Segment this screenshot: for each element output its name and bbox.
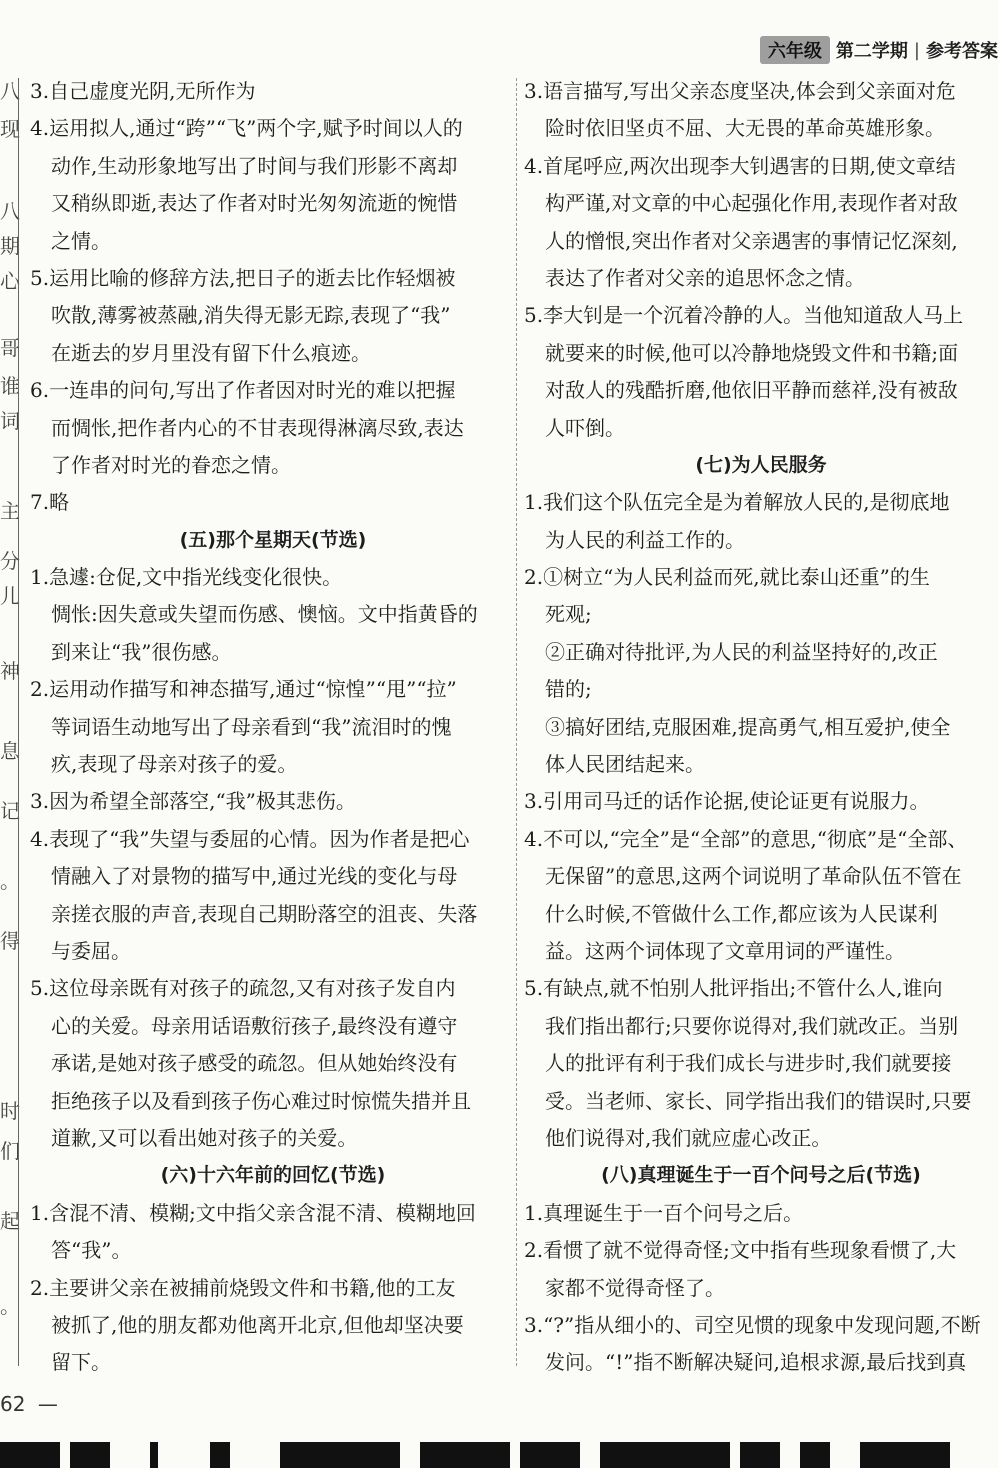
margin-fragment: 八 bbox=[0, 79, 20, 103]
page-header bbox=[760, 36, 998, 64]
answer-line: 7.略 bbox=[30, 490, 70, 515]
answer-line: 5.有缺点,就不怕别人批评指出;不管什么人,谁向 bbox=[524, 976, 943, 1001]
answer-line: 发问。“!”指不断解决疑问,追根求源,最后找到真 bbox=[545, 1350, 967, 1375]
bleed-mark bbox=[860, 1442, 950, 1468]
margin-fragment: 现 bbox=[0, 117, 20, 141]
answer-line: 3.因为希望全部落空,“我”极其悲伤。 bbox=[30, 789, 356, 814]
answer-line: 道歉,又可以看出她对孩子的关爱。 bbox=[51, 1125, 358, 1150]
answer-line: 情融入了对景物的描写中,通过光线的变化与母 bbox=[51, 864, 458, 889]
section-label: 参考答案 bbox=[926, 41, 998, 62]
answer-line: 3.语言描写,写出父亲态度坚决,体会到父亲面对危 bbox=[524, 79, 956, 103]
bleed-mark bbox=[740, 1442, 780, 1468]
answer-line: 家都不觉得奇怪了。 bbox=[545, 1275, 725, 1300]
bleed-mark bbox=[70, 1442, 110, 1468]
answer-line: 死观; bbox=[545, 602, 592, 627]
answer-line: 承诺,是她对孩子感受的疏忽。但从她始终没有 bbox=[51, 1051, 458, 1076]
answer-line: 5.这位母亲既有对孩子的疏忽,又有对孩子发自内 bbox=[30, 976, 456, 1001]
answer-line: 错的; bbox=[545, 677, 592, 702]
answer-line: 受。当老师、家长、同学指出我们的错误时,只要 bbox=[545, 1088, 972, 1113]
answer-line: 1.含混不清、模糊;文中指父亲含混不清、模糊地回 bbox=[30, 1200, 476, 1225]
bleed-mark bbox=[800, 1442, 830, 1468]
margin-fragment: 神 bbox=[0, 659, 20, 683]
answer-line: 1.我们这个队伍完全是为着解放人民的,是彻底地 bbox=[524, 490, 950, 515]
answer-line: 构严谨,对文章的中心起强化作用,表现作者对敌 bbox=[545, 191, 958, 216]
grade-badge: 六年级 bbox=[760, 36, 830, 64]
answer-line: 表达了作者对父亲的追思怀念之情。 bbox=[545, 265, 865, 290]
answer-line: 2.运用动作描写和神态描写,通过“惊惶”“甩”“拉” bbox=[30, 677, 457, 702]
bleed-mark bbox=[520, 1442, 580, 1468]
margin-fragment: 们 bbox=[0, 1139, 20, 1163]
answer-line: 亲搓衣服的声音,表现自己期盼落空的沮丧、失落 bbox=[51, 901, 478, 926]
margin-fragment: 心 bbox=[0, 269, 20, 293]
answer-line: 动作,生动形象地写出了时间与我们形影不离却 bbox=[51, 153, 458, 178]
answer-line: 之情。 bbox=[51, 228, 111, 253]
answer-line: 什么时候,不管做什么工作,都应该为人民谋利 bbox=[545, 901, 938, 926]
answer-line: 2.①树立“为人民利益而死,就比泰山还重”的生 bbox=[524, 565, 930, 590]
term-label: 第二学期 bbox=[835, 41, 908, 62]
bleed-mark bbox=[280, 1442, 400, 1468]
answer-line: 人的批评有利于我们成长与进步时,我们就要接 bbox=[545, 1051, 952, 1076]
scan-bleed-strip bbox=[0, 1442, 998, 1468]
margin-fragment: 词 bbox=[0, 409, 20, 433]
answer-line: 就要来的时候,他可以冷静地烧毁文件和书籍;面 bbox=[545, 340, 959, 365]
footer-dash: — bbox=[37, 1392, 58, 1416]
answer-line: 4.运用拟人,通过“跨”“飞”两个字,赋予时间以人的 bbox=[30, 116, 463, 141]
answer-line: ②正确对待批评,为人民的利益坚持好的,改正 bbox=[545, 639, 938, 664]
answer-line: 1.急遽:仓促,文中指光线变化很快。 bbox=[30, 565, 343, 590]
margin-fragment: 息 bbox=[0, 739, 20, 763]
answer-line: 拒绝孩子以及看到孩子伤心难过时惊慌失措并且 bbox=[51, 1088, 471, 1113]
left-margin-fragments bbox=[0, 75, 20, 1365]
answer-line: 人吓倒。 bbox=[545, 415, 625, 440]
answer-line: 又稍纵即逝,表达了作者对时光匆匆流逝的惋惜 bbox=[51, 191, 458, 216]
answer-line: 而惆怅,把作者内心的不甘表现得淋漓尽致,表达 bbox=[51, 415, 464, 440]
answer-line: 等词语生动地写出了母亲看到“我”流泪时的愧 bbox=[51, 714, 452, 739]
answer-line: 惆怅:因失意或失望而伤感、懊恼。文中指黄昏的 bbox=[51, 602, 478, 627]
answer-line: 留下。 bbox=[51, 1350, 111, 1375]
answer-line: 3.“?”指从细小的、司空见惯的现象中发现问题,不断 bbox=[524, 1312, 981, 1337]
answer-line: 心的关爱。母亲用话语敷衍孩子,最终没有遵守 bbox=[51, 1013, 458, 1038]
margin-fragment: 得 bbox=[0, 929, 20, 953]
left-margin-rule bbox=[18, 78, 19, 1366]
margin-fragment: 期 bbox=[0, 234, 20, 258]
answer-line: 对敌人的残酷折磨,他依旧平静而慈祥,没有被敌 bbox=[545, 378, 958, 403]
bleed-mark bbox=[600, 1442, 730, 1468]
margin-fragment: 起 bbox=[0, 1209, 20, 1233]
margin-fragment: 主 bbox=[0, 499, 20, 523]
answer-line: 答“我”。 bbox=[51, 1238, 132, 1263]
answer-line: 为人民的利益工作的。 bbox=[545, 527, 745, 552]
answer-line: 4.表现了“我”失望与委屈的心情。因为作者是把心 bbox=[30, 826, 470, 851]
margin-fragment: 。 bbox=[0, 869, 20, 893]
answer-line: 到来让“我”很伤感。 bbox=[51, 639, 232, 664]
page-footer bbox=[0, 1392, 58, 1416]
answer-line: 无保留”的意思,这两个词说明了革命队伍不管在 bbox=[545, 864, 962, 889]
answer-line: 体人民团结起来。 bbox=[545, 752, 705, 777]
answer-line: 吹散,薄雾被蒸融,消失得无影无踪,表现了“我” bbox=[51, 303, 451, 328]
answer-column-left bbox=[30, 73, 516, 1382]
header-separator: | bbox=[913, 39, 920, 61]
answer-column-right bbox=[524, 73, 998, 1382]
answer-line: 险时依旧坚贞不屈、大无畏的革命英雄形象。 bbox=[545, 116, 945, 141]
answer-line: 5.运用比喻的修辞方法,把日子的逝去比作轻烟被 bbox=[30, 265, 456, 290]
margin-fragment: 哥 bbox=[0, 336, 20, 360]
answer-line: 与委屈。 bbox=[51, 938, 131, 963]
answer-line: 2.主要讲父亲在被捕前烧毁文件和书籍,他的工友 bbox=[30, 1275, 456, 1300]
answer-line: 2.看惯了就不觉得奇怪;文中指有些现象看惯了,大 bbox=[524, 1238, 957, 1263]
answer-line: 疚,表现了母亲对孩子的爱。 bbox=[51, 752, 298, 777]
section-title: (六)十六年前的回忆(节选) bbox=[160, 1164, 386, 1187]
answer-line: 1.真理诞生于一百个问号之后。 bbox=[524, 1200, 804, 1225]
answer-line: ③搞好团结,克服困难,提高勇气,相互爱护,使全 bbox=[545, 714, 951, 739]
answer-line: 6.一连串的问句,写出了作者因对时光的难以把握 bbox=[30, 378, 456, 403]
answer-line: 他们说得对,我们就应虚心改正。 bbox=[545, 1125, 832, 1150]
bleed-mark bbox=[0, 1442, 60, 1468]
bleed-mark bbox=[210, 1442, 230, 1468]
bleed-mark bbox=[150, 1442, 158, 1468]
margin-fragment: 八 bbox=[0, 199, 20, 223]
answer-line: 3.引用司马迁的话作论据,使论证更有说服力。 bbox=[524, 789, 930, 814]
answer-line: 在逝去的岁月里没有留下什么痕迹。 bbox=[51, 340, 371, 365]
page-number: 62 bbox=[0, 1392, 26, 1416]
section-title: (五)那个星期天(节选) bbox=[179, 528, 367, 551]
answer-line: 我们指出都行;只要你说得对,我们就改正。当别 bbox=[545, 1013, 959, 1038]
answer-line: 3.自己虚度光阴,无所作为 bbox=[30, 79, 256, 103]
answer-line: 4.不可以,“完全”是“全部”的意思,“彻底”是“全部、 bbox=[524, 826, 968, 851]
column-divider bbox=[516, 78, 517, 1366]
margin-fragment: 谁 bbox=[0, 374, 20, 398]
section-title: (七)为人民服务 bbox=[695, 453, 827, 476]
section-title: (八)真理诞生于一百个问号之后(节选) bbox=[601, 1164, 921, 1187]
margin-fragment: 分 bbox=[0, 549, 20, 573]
margin-fragment: 时 bbox=[0, 1099, 20, 1123]
answer-line: 4.首尾呼应,两次出现李大钊遇害的日期,使文章结 bbox=[524, 153, 956, 178]
answer-line: 被抓了,他的朋友都劝他离开北京,但他却坚决要 bbox=[51, 1312, 464, 1337]
margin-fragment: 儿 bbox=[0, 584, 20, 608]
margin-fragment: 记 bbox=[0, 799, 20, 823]
answer-line: 了作者对时光的眷恋之情。 bbox=[51, 452, 291, 477]
answer-line: 益。这两个词体现了文章用词的严谨性。 bbox=[545, 938, 905, 963]
answer-line: 人的憎恨,突出作者对父亲遇害的事情记忆深刻, bbox=[545, 228, 958, 253]
answer-line: 5.李大钊是一个沉着冷静的人。当他知道敌人马上 bbox=[524, 303, 964, 328]
bleed-mark bbox=[420, 1442, 510, 1468]
margin-fragment: 。 bbox=[0, 1294, 20, 1318]
